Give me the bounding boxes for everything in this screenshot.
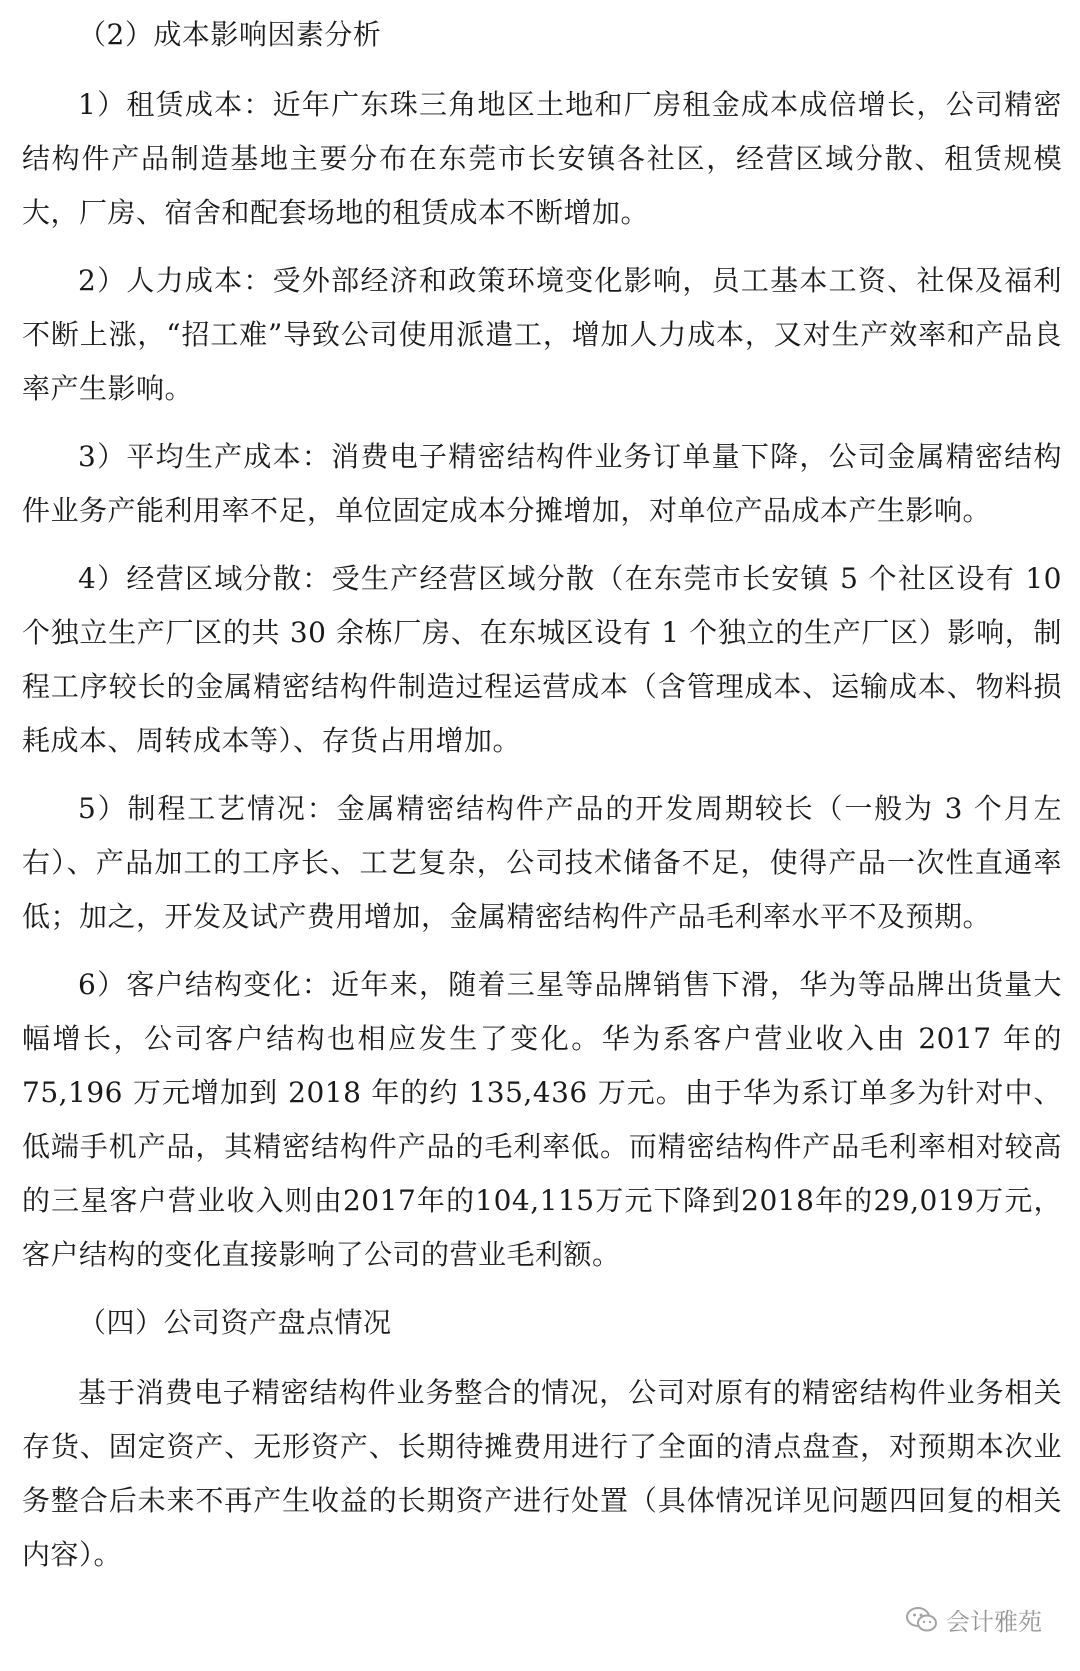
paragraph-labor-cost: 2）人力成本：受外部经济和政策环境变化影响，员工基本工资、社保及福利不断上涨，“招工难”导致公司使用派遣工，增加人力成本，又对生产效率和产品良率产生影响。 bbox=[22, 264, 1062, 405]
wechat-icon bbox=[906, 1606, 938, 1634]
paragraph-operating-area-dispersion: 4）经营区域分散：受生产经营区域分散（在东莞市长安镇 5 个社区设有 10 个独立生产厂区的共 30 余栋厂房、在东城区设有 1 个独立的生产厂区）影响，制程工序较长的金属精密结构件制造过程运营成本（含管理成本、运输成本、物料损耗成本、周转成本等）、存货占用增加。 bbox=[22, 562, 1062, 757]
document-page bbox=[22, 8, 1062, 1596]
watermark bbox=[906, 1602, 1042, 1637]
paragraph-rental-cost: 1）租赁成本：近年广东珠三角地区土地和厂房租金成本成倍增长，公司精密结构件产品制造基地主要分布在东莞市长安镇各社区，经营区域分散、租赁规模大，厂房、宿舍和配套场地的租赁成本不断增加。 bbox=[22, 88, 1062, 229]
watermark-text: 会计雅苑 bbox=[946, 1608, 1042, 1636]
section-heading-cost-factors: （2）成本影响因素分析 bbox=[78, 18, 382, 51]
paragraph-average-production-cost: 3）平均生产成本：消费电子精密结构件业务订单量下降，公司金属精密结构件业务产能利用率不足，单位固定成本分摊增加，对单位产品成本产生影响。 bbox=[22, 440, 1062, 527]
section-heading-asset-inventory: （四）公司资产盘点情况 bbox=[78, 1306, 392, 1339]
paragraph-process-technology: 5）制程工艺情况：金属精密结构件产品的开发周期较长（一般为 3 个月左右）、产品加工的工序长、工艺复杂，公司技术储备不足，使得产品一次性直通率低；加之，开发及试产费用增加，金属精密结构件产品毛利率水平不及预期。 bbox=[22, 792, 1062, 933]
paragraph-customer-structure: 6）客户结构变化：近年来，随着三星等品牌销售下滑，华为等品牌出货量大幅增长，公司客户结构也相应发生了变化。华为系客户营业收入由 2017 年的 75,196 万元增加到 2018 年的约 135,436 万元。由于华为系订单多为针对中、低端手机产品，其精密结构件产品的毛利率低。而精密结构件产品毛利率相对较高的三星客户营业收入则由2017年的104,115万元下降到2018年的29,019万元，客户结构的变化直接影响了公司的营业毛利额。 bbox=[22, 968, 1062, 1271]
paragraph-asset-inventory: 基于消费电子精密结构件业务整合的情况，公司对原有的精密结构件业务相关存货、固定资产、无形资产、长期待摊费用进行了全面的清点盘查，对预期本次业务整合后未来不再产生收益的长期资产进行处置（具体情况详见问题四回复的相关内容）。 bbox=[22, 1376, 1062, 1571]
